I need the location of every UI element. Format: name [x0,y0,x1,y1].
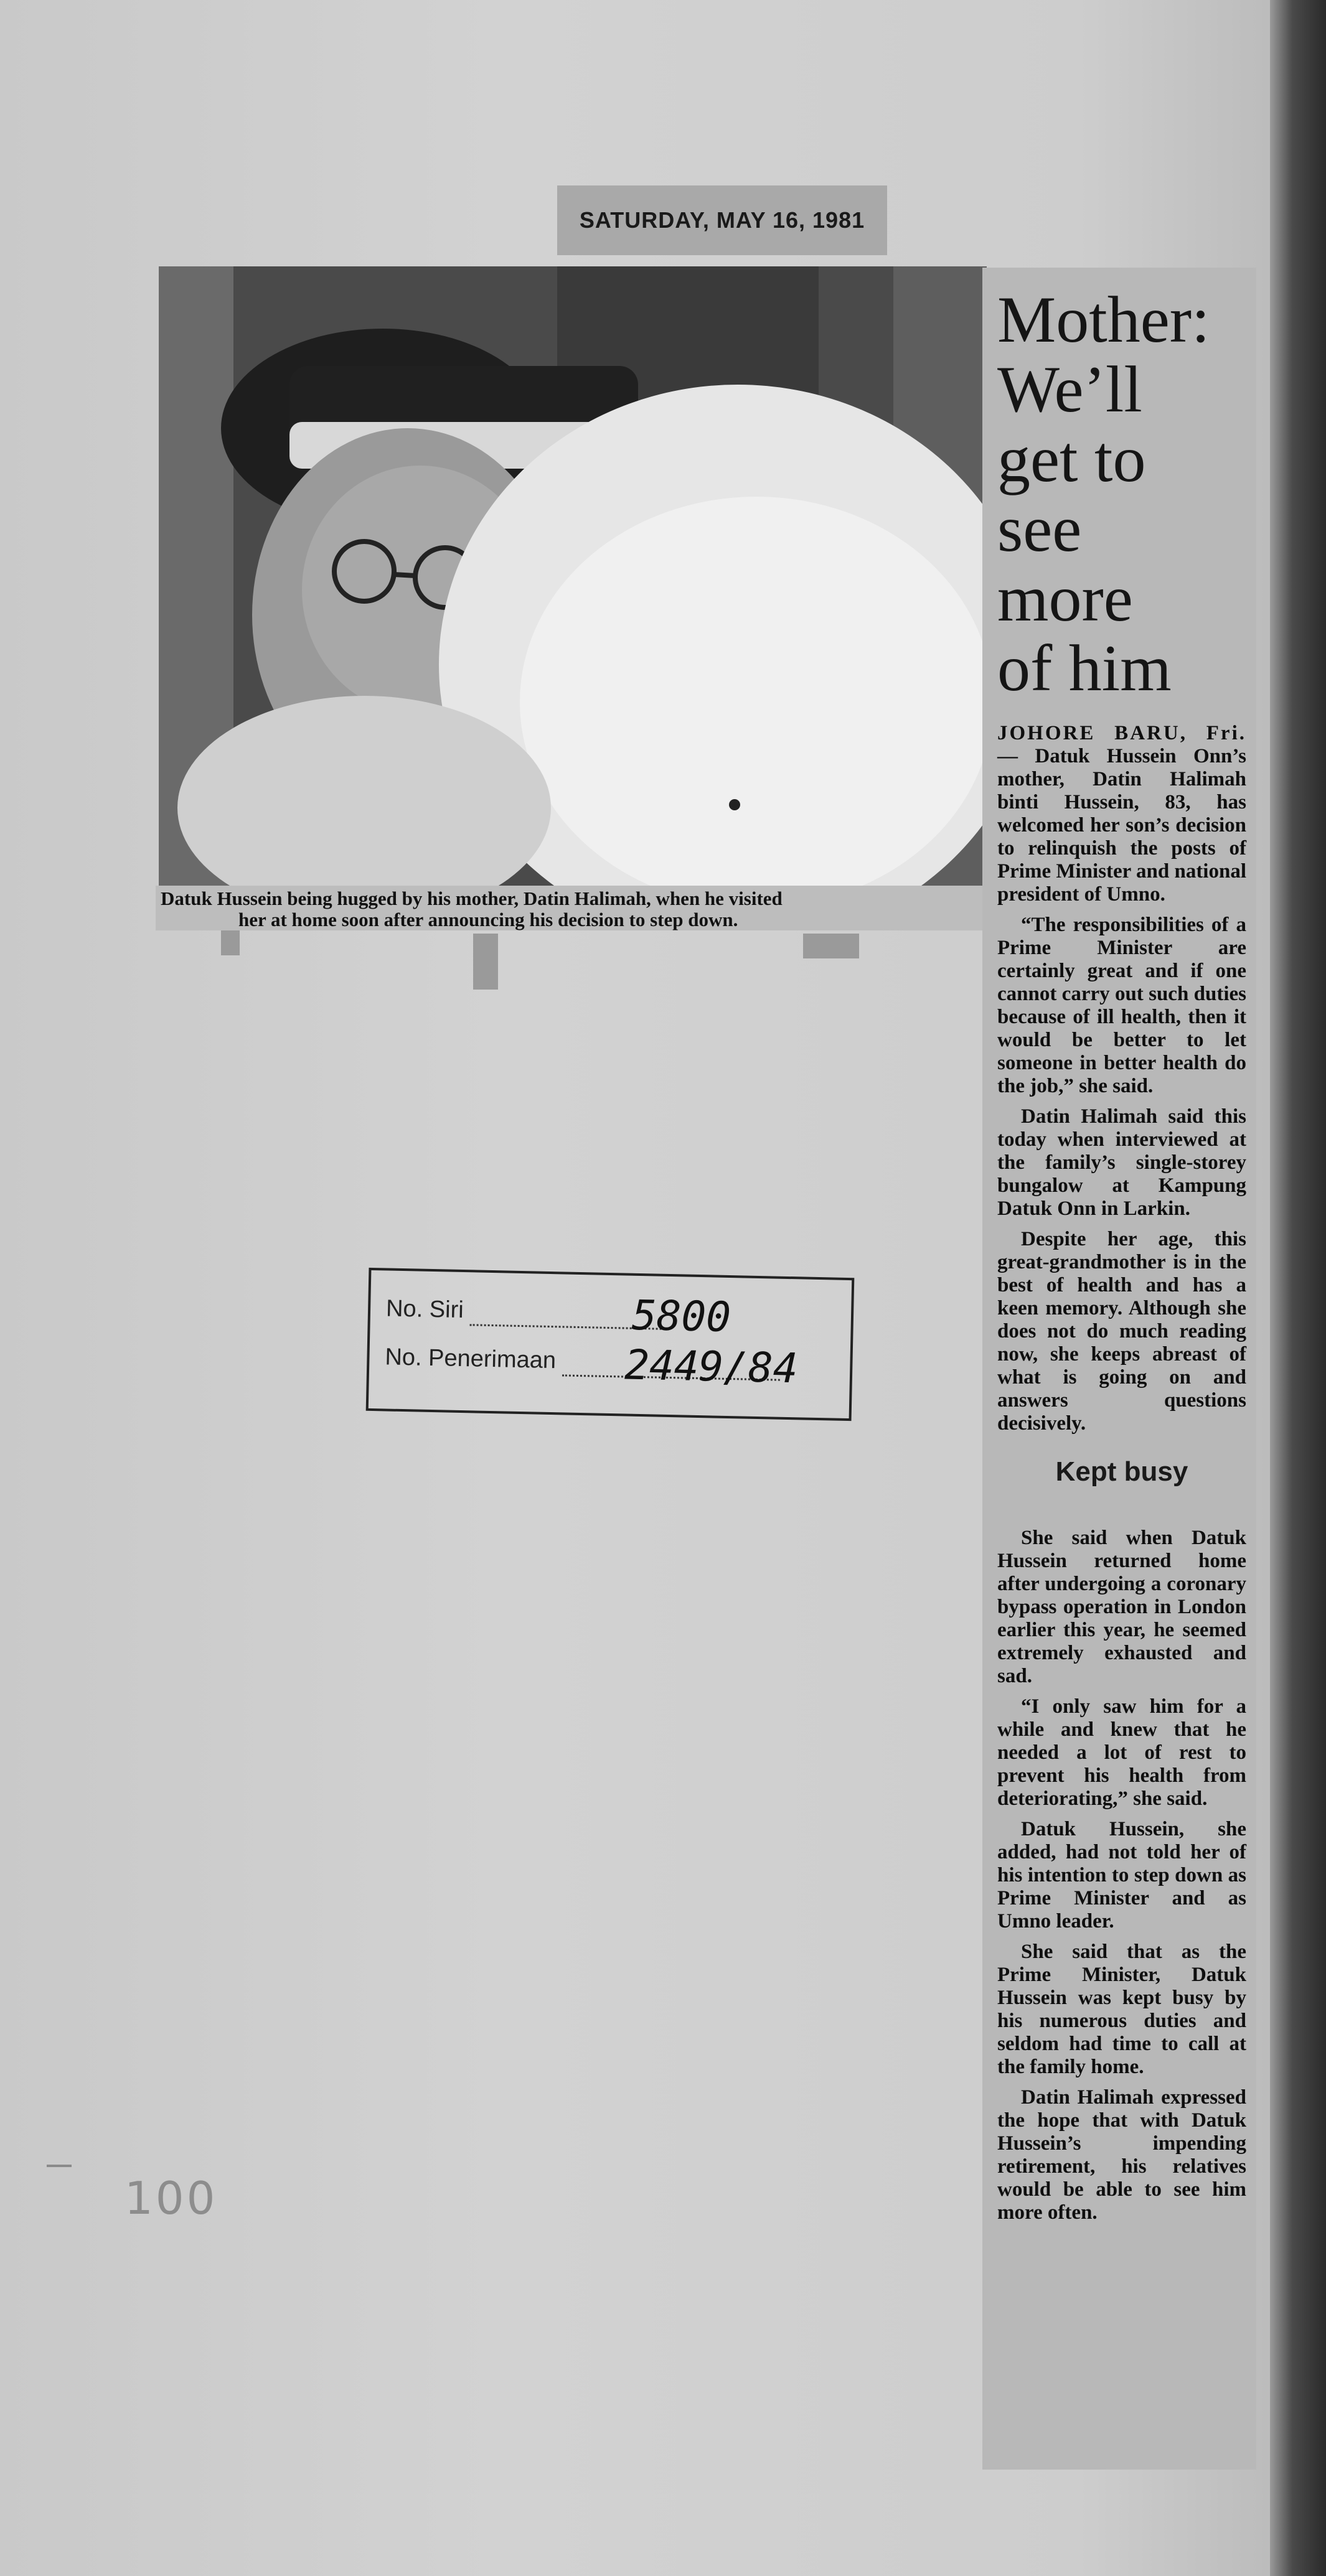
headline-line: We’ll [997,353,1142,426]
article-paragraph: She said that as the Prime Minister, Datuk Hussein was kept busy by his numerous duties and seldom had time to call at the family home. [997,1941,1246,2078]
article-paragraph: Datuk Hussein, she added, had not told her of his intention to step down as Prime Minister and as Umno leader. [997,1818,1246,1932]
caption-line-2: her at home soon after announcing his decision to step down. [238,909,738,930]
paper-mark [221,930,240,955]
article-paragraph [997,722,1246,906]
photo-illustration [159,266,987,886]
penerimaan-label: No. Penerimaan [385,1344,557,1374]
paper-mark [47,2165,72,2167]
caption-line-1: Datuk Hussein being hugged by his mother, Datin Halimah, when he visited [161,888,783,909]
photo-caption [156,886,993,930]
article-paragraph: “I only saw him for a while and knew that he needed a lot of rest to prevent his health from deteriorating,” she said. [997,1695,1246,1810]
headline-line: see [997,492,1082,565]
paragraph-text: — Datuk Hussein Onn’s mother, Datin Halimah binti Hussein, 83, has welcomed her son’s decision to relinquish the posts of Prime Minister and national president of Umno. [997,745,1246,906]
penerimaan-handwritten-value: 2449/84 [624,1341,799,1393]
news-photo [159,266,987,886]
article-headline [997,285,1246,703]
article-paragraph: She said when Datuk Hussein returned home after undergoing a coronary bypass operation in London earlier this year, he seemed extremely exhausted and sad. [997,1527,1246,1687]
headline-line: of him [997,632,1172,705]
paper-mark [803,934,859,958]
stamp-siri-row [386,1295,670,1330]
headline-line: get to [997,423,1146,495]
headline-line: Mother: [997,283,1210,356]
article-paragraph: Datin Halimah expressed the hope that with Datuk Hussein’s impending retirement, his relatives would be able to see him more often. [997,2086,1246,2224]
archive-stamp [366,1268,855,1421]
headline-line: more [997,562,1133,635]
article-subhead: Kept busy [1055,1456,1188,1487]
article-paragraph: Datin Halimah said this today when interviewed at the family’s single-storey bungalow at Kampung Datuk Onn in Larkin. [997,1105,1246,1220]
article-paragraph: Despite her age, this great-grandmother is in the best of health and has a keen memory. Although she does not do much reading now, she keeps abreast of what is going on and answers questions decisively. [997,1228,1246,1435]
paper-mark [473,934,498,990]
siri-label: No. Siri [385,1295,464,1324]
page-number: 100 [125,2172,218,2224]
page-binding-edge [1270,0,1326,2576]
article-paragraph: “The responsibilities of a Prime Minister are certainly great and if one cannot carry out such duties because of ill health, then it would be better to let someone in better health do the job,” she said. [997,914,1246,1097]
dateline-place: JOHORE BARU, Fri. [997,722,1246,744]
newspaper-dateline: SATURDAY, MAY 16, 1981 [557,185,887,255]
article-column [982,268,1256,2470]
siri-handwritten-value: 5800 [631,1291,731,1342]
article-body [997,722,1246,2224]
